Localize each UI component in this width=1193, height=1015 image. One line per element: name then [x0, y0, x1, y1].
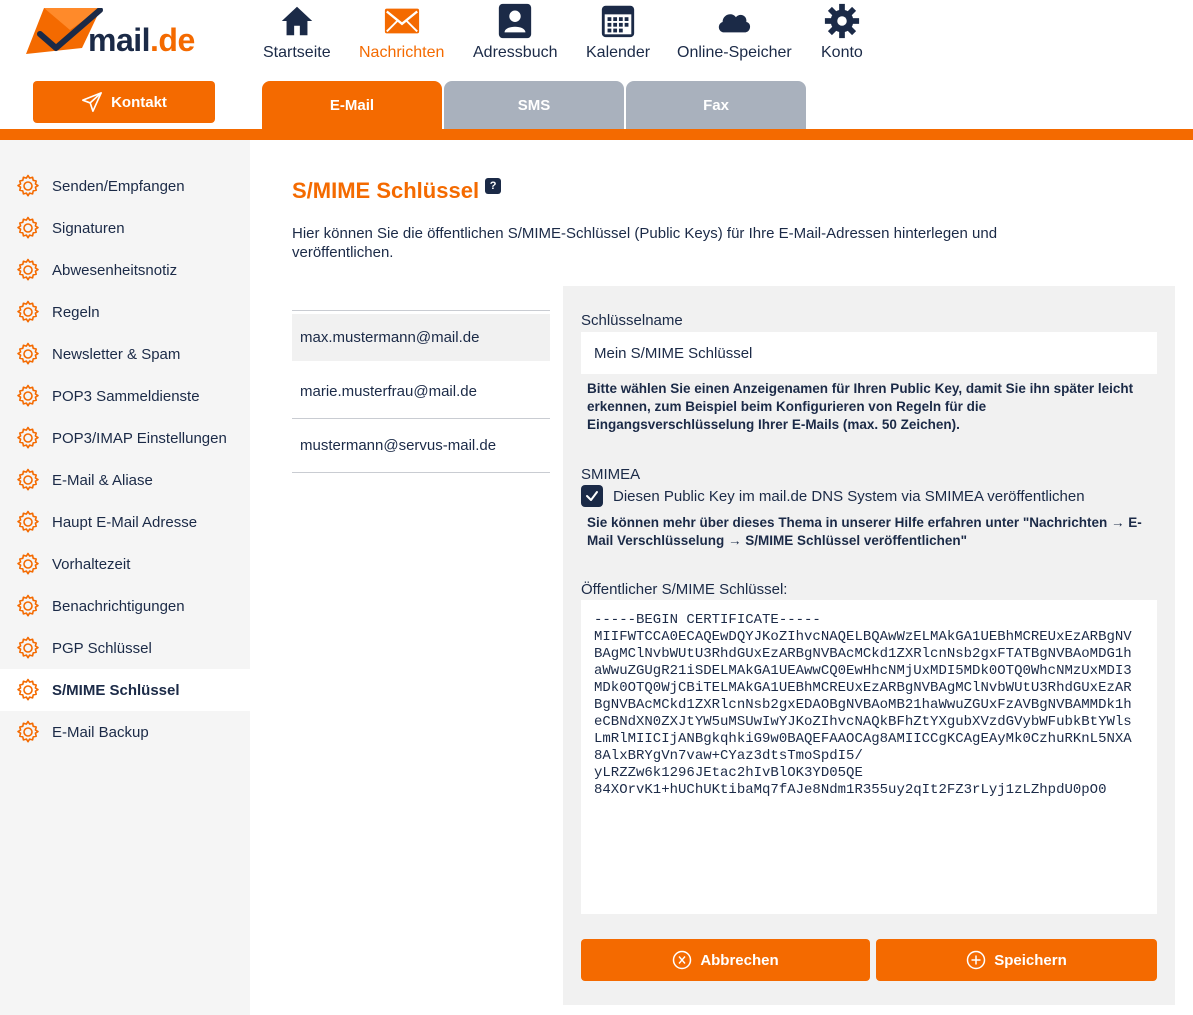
gear-icon: [16, 678, 40, 702]
sidebar-item[interactable]: [0, 207, 250, 249]
gear-icon: [16, 342, 40, 366]
smimea-hint: Sie können mehr über dieses Thema in unserer Hilfe erfahren unter "Nachrichten → E-Mail Verschlüsselung → S/MIME Schlüssel veröffentlichen": [587, 515, 1142, 548]
sidebar-item-label: S/MIME Schlüssel: [52, 681, 180, 699]
logo-text-suffix: .de: [150, 22, 195, 58]
sidebar-item[interactable]: [0, 711, 250, 753]
gear-icon: [16, 174, 40, 198]
sidebar: [0, 140, 250, 1015]
sidebar-item[interactable]: [0, 165, 250, 207]
sidebar-item[interactable]: [0, 249, 250, 291]
gear-icon: [16, 384, 40, 408]
logo-area: [0, 0, 250, 130]
nav-label: Kalender: [586, 44, 651, 61]
sidebar-item[interactable]: [0, 585, 250, 627]
sidebar-item-label: Abwesenheitsnotiz: [52, 261, 178, 279]
sidebar-item[interactable]: [0, 291, 250, 333]
tab-fax[interactable]: Fax: [626, 81, 806, 129]
paper-plane-icon: [81, 91, 103, 113]
key-form-panel: [563, 286, 1175, 1005]
sidebar-item-label: Vorhaltezeit: [52, 555, 131, 573]
address-item[interactable]: max.mustermann@mail.de: [292, 314, 550, 362]
smimea-checkbox[interactable]: [581, 485, 603, 507]
cancel-circle-icon: [672, 950, 692, 970]
sidebar-item[interactable]: [0, 627, 250, 669]
sidebar-item[interactable]: [0, 417, 250, 459]
smimea-label: SMIMEA: [581, 466, 641, 483]
address-item[interactable]: marie.musterfrau@mail.de: [292, 365, 550, 419]
save-button[interactable]: [876, 939, 1157, 981]
smimea-checkbox-label: Diesen Public Key im mail.de DNS System via SMIMEA veröffentlichen: [613, 487, 1085, 505]
nav-startseite[interactable]: [263, 2, 331, 62]
sidebar-item-label: Benachrichtigungen: [52, 597, 185, 615]
sidebar-item[interactable]: [0, 375, 250, 417]
page-title: S/MIME Schlüssel: [292, 178, 480, 203]
checkmark-icon: [585, 489, 599, 503]
sidebar-item-label: Senden/Empfangen: [52, 177, 185, 195]
page-title-row: [292, 178, 501, 204]
sidebar-item-label: POP3/IMAP Einstellungen: [52, 429, 227, 447]
sidebar-item-label: PGP Schlüssel: [52, 639, 152, 657]
nav-nachrichten[interactable]: [359, 2, 444, 62]
public-key-textarea[interactable]: [581, 600, 1157, 914]
key-name-input[interactable]: [581, 332, 1157, 374]
sidebar-item[interactable]: [0, 543, 250, 585]
sidebar-item-label: Regeln: [52, 303, 100, 321]
nav-label: Online-Speicher: [677, 44, 792, 61]
nav-adressbuch[interactable]: [473, 2, 558, 62]
nav-label: Adressbuch: [473, 44, 558, 61]
sidebar-item[interactable]: [0, 669, 250, 711]
plus-circle-icon: [966, 950, 986, 970]
tab-email[interactable]: E-Mail: [262, 81, 442, 129]
header-divider: [0, 129, 1193, 140]
cancel-label: Abbrechen: [700, 951, 779, 969]
logo[interactable]: [26, 8, 206, 58]
gear-icon: [16, 594, 40, 618]
gear-icon: [16, 720, 40, 744]
sidebar-item-label: Haupt E-Mail Adresse: [52, 513, 198, 531]
public-key-label: Öffentlicher S/MIME Schlüssel:: [581, 581, 788, 598]
nav-label: Nachrichten: [359, 44, 445, 61]
gear-icon: [16, 552, 40, 576]
sidebar-item[interactable]: [0, 333, 250, 375]
page-intro: Hier können Sie die öffentlichen S/MIME-Schlüssel (Public Keys) für Ihre E-Mail-Adressen hinterlegen und veröffentlichen.: [292, 225, 998, 261]
key-name-hint: Bitte wählen Sie einen Anzeigenamen für Ihren Public Key, damit Sie ihn später leicht erkennen, zum Beispiel beim Konfigurieren von Regeln für die Eingangsverschlüsselung Ihrer E-Mails (max. 50 Zeichen).: [587, 381, 1134, 432]
nav-kalender[interactable]: [586, 2, 650, 62]
gear-icon: [823, 2, 861, 40]
gear-icon: [16, 468, 40, 492]
sidebar-item-label: E-Mail Backup: [52, 723, 149, 741]
nav-online-speicher[interactable]: [677, 2, 792, 62]
logo-text: mail: [88, 22, 151, 58]
sidebar-item-label: Newsletter & Spam: [52, 345, 181, 363]
gear-icon: [16, 300, 40, 324]
sidebar-item[interactable]: [0, 501, 250, 543]
kontakt-label: Kontakt: [111, 93, 167, 111]
nav-label: Startseite: [263, 44, 331, 61]
smimea-checkbox-row[interactable]: [581, 485, 1085, 507]
channel-tabs: [262, 81, 806, 129]
top-navigation: [250, 0, 1193, 130]
sidebar-item-label: Signaturen: [52, 219, 125, 237]
cloud-icon: [715, 2, 753, 40]
sidebar-item-label: POP3 Sammeldienste: [52, 387, 200, 405]
help-icon[interactable]: ?: [485, 178, 501, 194]
address-list: [292, 310, 550, 473]
gear-icon: [16, 510, 40, 534]
calendar-icon: [599, 2, 637, 40]
sidebar-item-label: E-Mail & Aliase: [52, 471, 153, 489]
envelope-icon: [383, 2, 421, 40]
key-name-label: Schlüsselname: [581, 312, 683, 329]
kontakt-button[interactable]: [33, 81, 215, 123]
address-item[interactable]: mustermann@servus-mail.de: [292, 419, 550, 473]
cancel-button[interactable]: [581, 939, 870, 981]
contact-card-icon: [496, 2, 534, 40]
tab-sms[interactable]: SMS: [444, 81, 624, 129]
home-icon: [278, 2, 316, 40]
save-label: Speichern: [994, 951, 1067, 969]
sidebar-menu: [0, 165, 250, 753]
nav-konto[interactable]: [821, 2, 863, 62]
gear-icon: [16, 216, 40, 240]
nav-label: Konto: [821, 44, 863, 61]
gear-icon: [16, 636, 40, 660]
main-content: [250, 140, 1193, 1015]
gear-icon: [16, 426, 40, 450]
gear-icon: [16, 258, 40, 282]
sidebar-item[interactable]: [0, 459, 250, 501]
